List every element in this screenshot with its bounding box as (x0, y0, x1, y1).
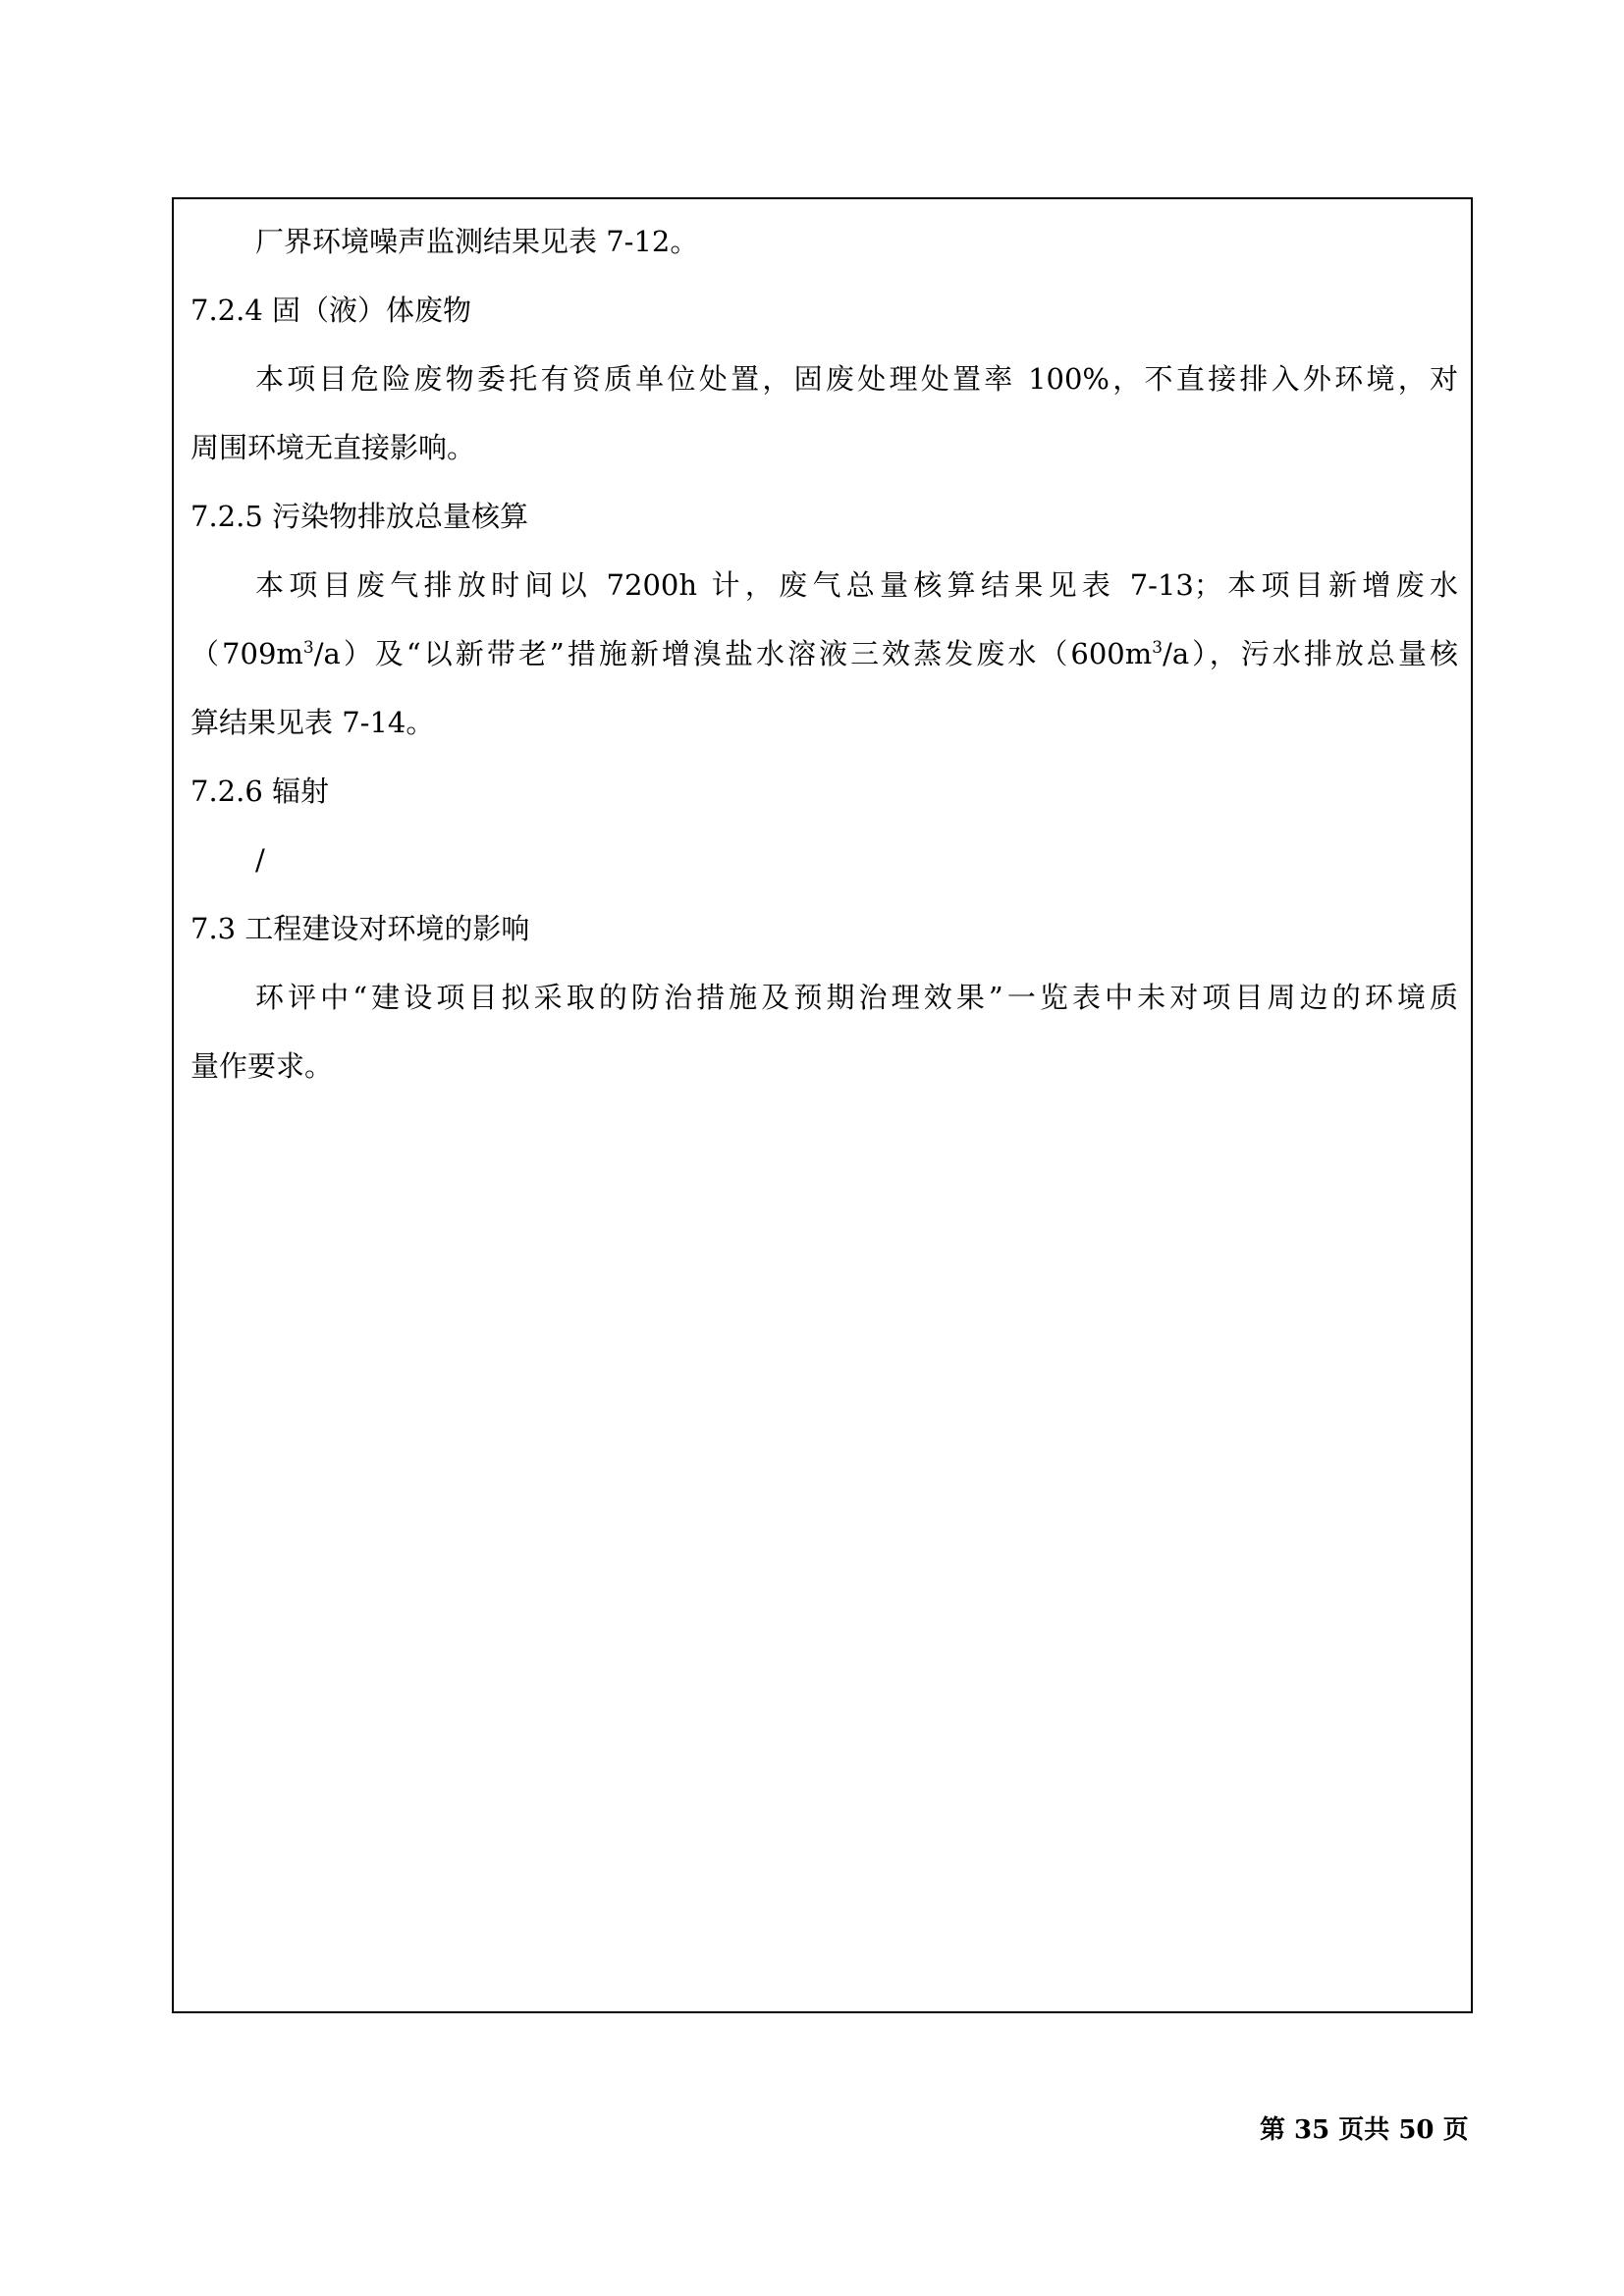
heading-7-2-4: 7.2.4 固（液）体废物 (190, 294, 472, 327)
waste-paragraph-line-1: 本项目危险废物委托有资质单位处置，固废处理处置率 100%，不直接排入外环境，对 (255, 362, 1458, 396)
heading-7-2-6: 7.2.6 辐射 (190, 774, 330, 808)
impact-paragraph-line-1: 环评中“建设项目拟采取的防治措施及预期治理效果”一览表中未对项目周边的环境质 (255, 981, 1458, 1014)
page-number: 第 35 页共 50 页 (1260, 2115, 1469, 2145)
noise-result-text: 厂界环境噪声监测结果见表 7-12。 (255, 225, 699, 258)
impact-paragraph-line-2: 量作要求。 (190, 1049, 334, 1083)
total-paragraph-line-2: $(709m^3/a)$及“以新带老”措施新增溴盐水溶液三效蒸发废水$(600m^3/a)$，污水排放总量核 (190, 637, 1458, 670)
heading-7-2-5: 7.2.5 污染物排放总量核算 (190, 500, 529, 533)
radiation-text: / (255, 843, 265, 877)
total-paragraph-line-1: 本项目废气排放时间以 7200h 计，废气总量核算结果见表 7-13；本项目新增废水 (255, 568, 1458, 602)
waste-paragraph-line-2: 周围环境无直接影响。 (190, 431, 476, 464)
heading-7-3: 7.3 工程建设对环境的影响 (190, 912, 530, 945)
total-paragraph-line-3: 算结果见表 7-14。 (190, 706, 435, 739)
content-frame (172, 197, 1473, 2013)
